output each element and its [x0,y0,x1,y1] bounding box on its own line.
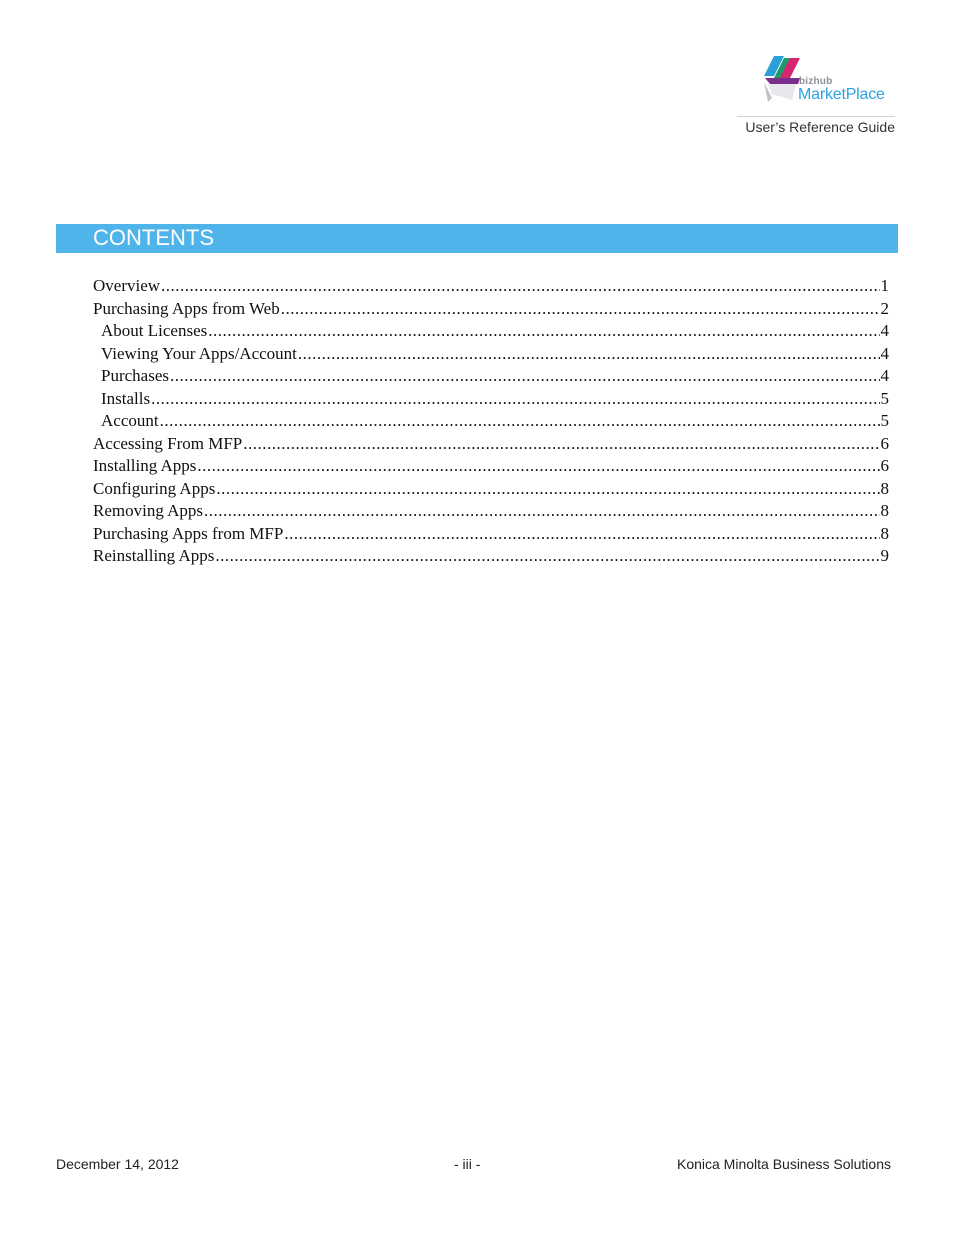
toc-entry-title: Purchasing Apps from MFP [93,523,284,543]
logo-text: MarketPlace [798,86,885,103]
toc-entry-page: 4 [880,343,889,363]
toc-entry-page: 4 [880,321,889,340]
toc-entry-title: Configuring Apps [93,478,216,498]
toc-entry-title: Overview [93,276,161,295]
toc-entry-page: 8 [880,501,889,520]
bizhub-marketplace-logo [762,54,896,106]
toc-entry-title: Removing Apps [93,501,204,520]
toc-entry-title: About Licenses [101,321,208,340]
contents-heading-bar [56,224,898,253]
logo-mark-icon [762,54,802,106]
guide-title: User’s Reference Guide [745,119,895,135]
toc-dot-leader [243,433,879,456]
toc-dot-leader [170,365,880,388]
toc-dot-leader [197,455,879,478]
toc-dot-leader [151,388,879,411]
toc-entry[interactable] [93,410,889,433]
toc-entry-title: Purchases [101,366,169,385]
toc-dot-leader [281,298,880,321]
header-divider [737,116,895,117]
toc-entry-title: Accessing From MFP [93,433,243,453]
toc-dot-leader [284,523,879,546]
toc-entry[interactable] [93,320,889,343]
toc-entry-title: Viewing Your Apps/Account [101,343,297,363]
toc-entry[interactable] [93,478,889,501]
toc-dot-leader [215,545,879,568]
toc-entry-title: Installing Apps [93,456,197,475]
toc-entry-page: 5 [880,388,889,408]
toc-dot-leader [160,410,880,433]
toc-entry-title: Installs [101,388,151,408]
toc-dot-leader [216,478,879,501]
toc-entry[interactable] [93,523,889,546]
contents-heading: CONTENTS [93,225,214,250]
toc-entry[interactable] [93,433,889,456]
toc-entry-page: 4 [880,366,889,385]
toc-entry-page: 8 [880,478,889,498]
toc-entry[interactable] [93,388,889,411]
logo-small-text: bizhub [799,76,833,87]
footer-page-number: - iii - [454,1156,481,1172]
toc-entry-page: 5 [880,411,889,430]
toc-entry-title: Reinstalling Apps [93,546,215,565]
toc-dot-leader [298,343,880,366]
table-of-contents [93,275,889,568]
toc-entry[interactable] [93,455,889,478]
toc-dot-leader [161,275,879,298]
toc-entry-page: 6 [880,433,889,453]
toc-entry-page: 6 [880,456,889,475]
toc-entry-page: 8 [880,523,889,543]
toc-entry-page: 1 [880,276,889,295]
toc-entry-page: 2 [880,298,889,318]
toc-entry[interactable] [93,343,889,366]
toc-entry[interactable] [93,298,889,321]
toc-dot-leader [204,500,879,523]
toc-entry[interactable] [93,500,889,523]
toc-entry[interactable] [93,365,889,388]
toc-dot-leader [208,320,879,343]
toc-entry[interactable] [93,545,889,568]
footer-company: Konica Minolta Business Solutions [676,1156,891,1172]
footer-date: December 14, 2012 [56,1156,179,1172]
toc-entry-title: Account [101,411,159,430]
toc-entry-title: Purchasing Apps from Web [93,298,280,318]
toc-entry[interactable] [93,275,889,298]
toc-entry-page: 9 [880,546,889,565]
